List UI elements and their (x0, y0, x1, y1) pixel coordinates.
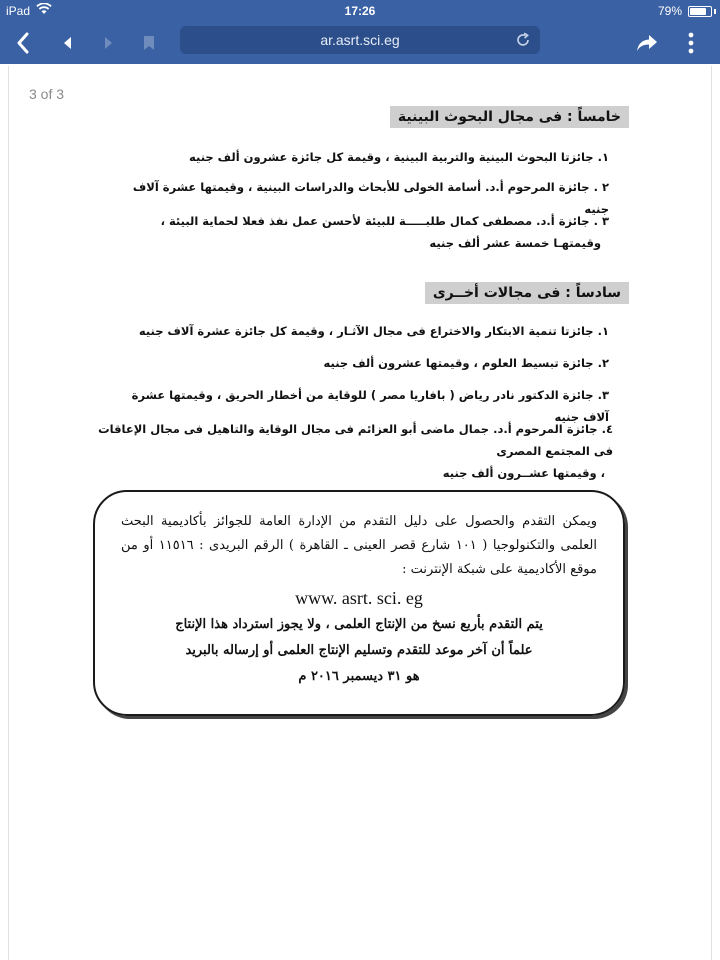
reload-icon[interactable] (514, 31, 532, 52)
battery-fill (690, 8, 706, 15)
chevron-left-icon (16, 32, 30, 54)
item-number: ١. (597, 150, 609, 164)
notice-paragraph: ويمكن التقدم والحصول على دليل التقدم من الإدارة العامة للجوائز بأكاديمية البحث العلمى والتكنولوجيا ( ١٠١ شارع قصر العينى ـ القاهرة ) الرقم البريدى : ١١٥١٦ أو من موقع الأكاديمية على شبكة الإنترنت : (121, 514, 598, 577)
item-text: جائزة الدكتور نادر رياض ( بافاريا مصر ) للوقاية من أخطار الحريق ، وقيمتها عشرة آلاف جنيه (131, 388, 609, 424)
notice-box (93, 490, 625, 716)
share-arrow-icon (636, 34, 658, 52)
list-item (109, 320, 609, 342)
item-number: ٣. (597, 388, 609, 402)
bookmark-icon (143, 35, 155, 51)
item-text: جائزة تبسيط العلوم ، وقيمتها عشرون ألف جنيه (323, 356, 594, 370)
item-number: ٢ . (593, 180, 609, 194)
section-heading: خامساً : فى مجال البحوث البينية (390, 106, 629, 128)
more-vertical-icon (688, 32, 694, 54)
item-text: جائزة أ.د. مصطفى كمال طلبـــــة للبيئة لأحسن عمل نفذ فعلا لحماية البيئة ، (160, 214, 590, 228)
item-text: جائزتا تنمية الابتكار والاختراع فى مجال الآثـار ، وقيمة كل جائزة عشرة آلاف جنيه (138, 324, 594, 338)
list-item (109, 210, 609, 254)
share-button[interactable] (632, 28, 662, 58)
battery-percent: 79% (657, 4, 682, 18)
item-text: جائزة المرحوم أ.د. أسامة الخولى للأبحاث والدراسات البينية ، وقيمتها عشرة آلاف جنيه (132, 180, 609, 216)
notice-website: www. asrt. sci. eg (295, 588, 423, 608)
page-forward-button[interactable] (94, 28, 124, 58)
document-content (9, 66, 713, 960)
back-button[interactable] (8, 28, 38, 58)
browser-toolbar (0, 22, 720, 64)
bookmark-button[interactable] (134, 28, 164, 58)
item-continuation: وقيمتهـا خمسة عشر ألف جنيه (429, 236, 601, 250)
list-item (93, 418, 613, 484)
list-item (109, 146, 609, 168)
pdf-page (8, 66, 712, 960)
item-number: ١. (597, 324, 609, 338)
notice-line: علماً أن آخر موعد للتقدم وتسليم الإنتاج العلمى أو إرساله بالبريد (185, 643, 533, 658)
carrier-label: iPad (6, 4, 31, 18)
battery-nub (714, 9, 716, 14)
battery-icon (688, 6, 712, 17)
browser-chrome (0, 0, 720, 64)
triangle-left-icon (62, 36, 72, 50)
item-number: ٣ . (593, 214, 609, 228)
list-item (109, 352, 609, 374)
item-text: جائزة المرحوم أ.د. جمال ماضى أبو العزائم فى مجال الوقاية والتاهيل فى مجال الإعاقات فى المجتمع المصرى (98, 422, 613, 458)
page-back-button[interactable] (52, 28, 82, 58)
address-text: ar.asrt.sci.eg (320, 32, 400, 48)
item-number: ٢. (597, 356, 609, 370)
notice-deadline: هو ٣١ ديسمبر ٢٠١٦ م (298, 669, 420, 684)
notice-line: يتم التقدم بأربع نسخ من الإنتاج العلمى ، ولا يجوز استرداد هذا الإنتاج (175, 617, 543, 632)
item-text: جائزتا البحوث البينية والتربية البينية ، وقيمة كل جائزة عشرون ألف جنيه (189, 150, 594, 164)
triangle-right-icon (104, 36, 114, 50)
status-bar (0, 0, 720, 22)
clock: 17:26 (344, 4, 376, 18)
section-heading: سادساً : فى مجالات أخــرى (425, 282, 629, 304)
item-continuation: ، وقيمتها عشــرون ألف جنيه (442, 466, 605, 480)
address-bar[interactable] (180, 26, 540, 54)
more-menu-button[interactable] (676, 28, 706, 58)
page-counter: 3 of 3 (29, 86, 65, 102)
item-number: ٤. (601, 422, 613, 436)
